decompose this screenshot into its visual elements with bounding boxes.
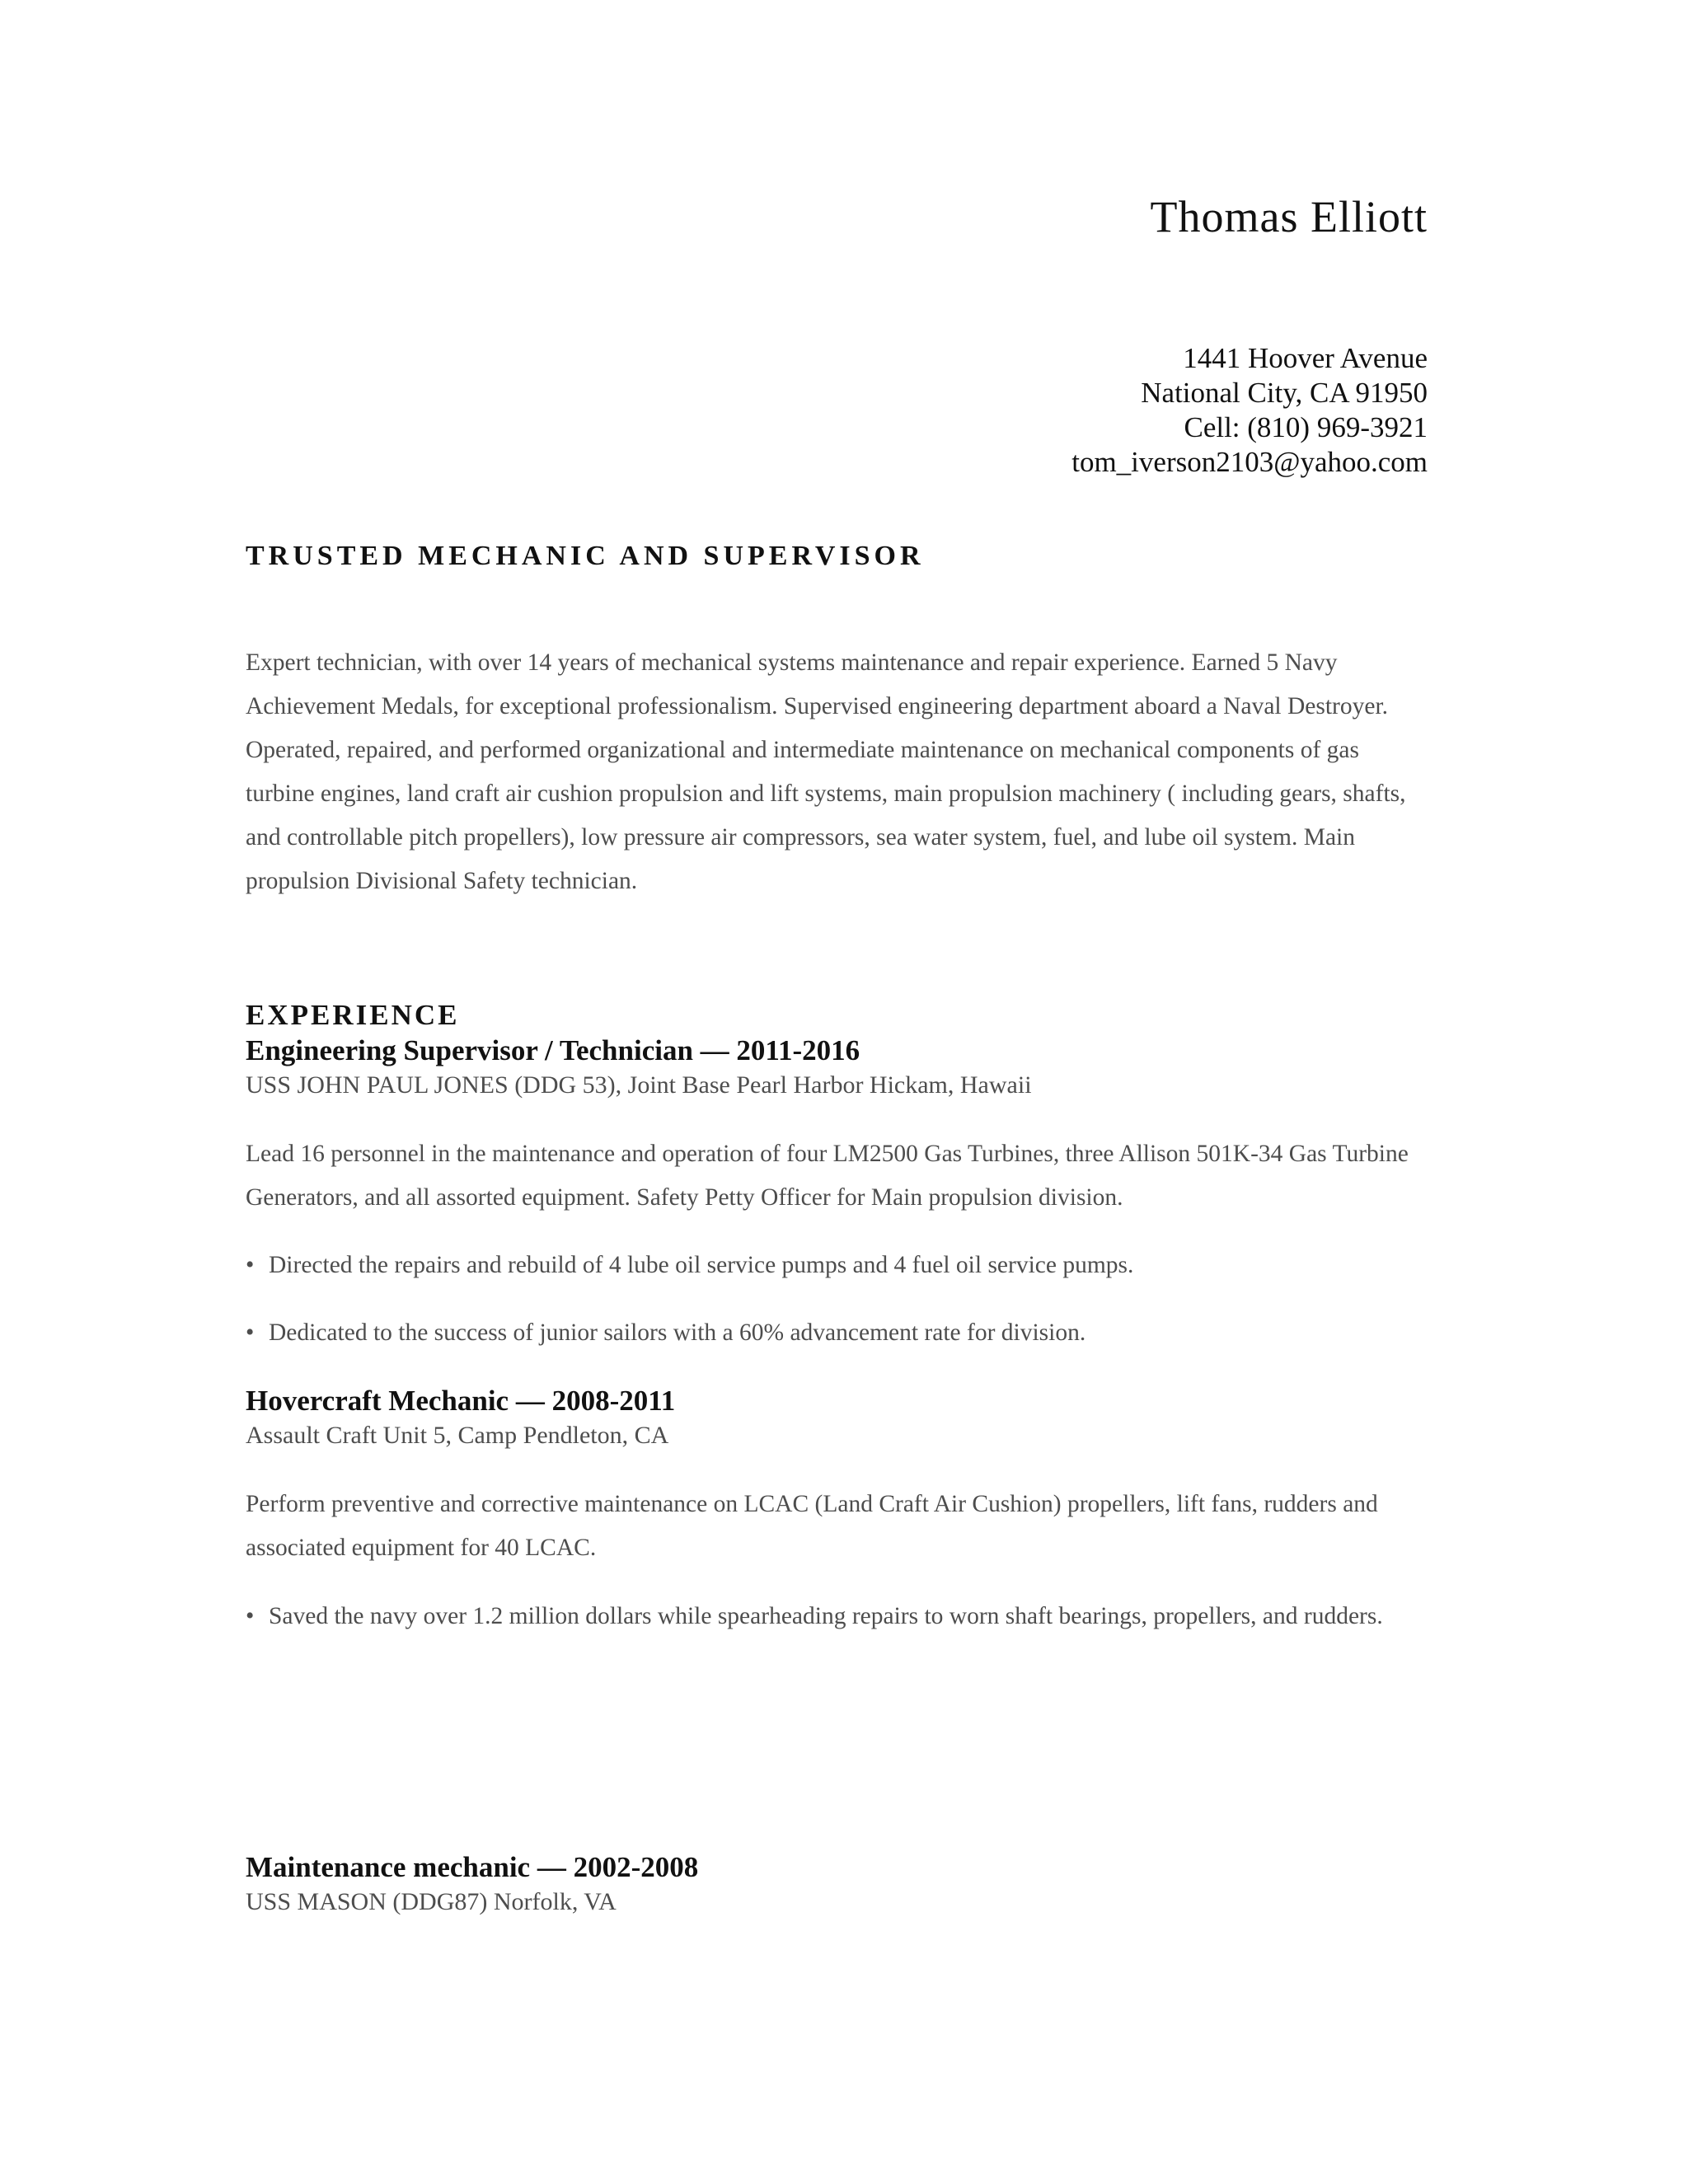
job-title: Hovercraft Mechanic — 2008-2011 [246, 1385, 676, 1417]
achievement-bullet [246, 1244, 1432, 1287]
bullet-text: Directed the repairs and rebuild of 4 lube oil service pumps and 4 fuel oil service pumps. [269, 1252, 1134, 1278]
job-title: Maintenance mechanic — 2002-2008 [246, 1851, 699, 1883]
job-location: USS MASON (DDG87) Norfolk, VA [246, 1888, 617, 1915]
bullet-text: Dedicated to the success of junior sailors with a 60% advancement rate for division. [269, 1319, 1086, 1346]
job-description: Perform preventive and corrective maintenance on LCAC (Land Craft Air Cushion) propellers, lift fans, rudders and associated equipment for 40 LCAC. [246, 1491, 1378, 1561]
job-location: Assault Craft Unit 5, Camp Pendleton, CA [246, 1422, 669, 1449]
achievement-bullet [246, 1311, 1432, 1355]
job-title: Engineering Supervisor / Technician — 2011-2016 [246, 1034, 860, 1066]
address-line-2: National City, CA 91950 [1141, 377, 1428, 409]
address-line-1: 1441 Hoover Avenue [1183, 342, 1428, 374]
bullet-marker: • [246, 1252, 255, 1278]
bullet-marker: • [246, 1319, 255, 1346]
contact-block [1071, 341, 1428, 480]
job-description: Lead 16 personnel in the maintenance and operation of four LM2500 Gas Turbines, three Allison 501K-34 Gas Turbine Generators, and all assorted equipment. Safety Petty Officer for Main propulsion division. [246, 1141, 1409, 1211]
bullet-marker: • [246, 1603, 255, 1629]
phone-number: Cell: (810) 969-3921 [1184, 411, 1428, 443]
achievement-bullet [246, 1595, 1432, 1638]
objective-heading: TRUSTED MECHANIC AND SUPERVISOR [246, 541, 925, 571]
email-address: tom_iverson2103@yahoo.com [1071, 446, 1428, 478]
bullet-text: Saved the navy over 1.2 million dollars while spearheading repairs to worn shaft bearings, propellers, and rudders. [269, 1603, 1383, 1629]
candidate-name: Thomas Elliott [1150, 192, 1428, 241]
job-location: USS JOHN PAUL JONES (DDG 53), Joint Base Pearl Harbor Hickam, Hawaii [246, 1071, 1032, 1099]
experience-heading: EXPERIENCE [246, 999, 460, 1031]
summary-paragraph: Expert technician, with over 14 years of mechanical systems maintenance and repair experience. Earned 5 Navy Achievement Medals, for exceptional professionalism. Supervised engineering department aboard a Naval Destroyer. Operated, repaired, and performed organizational and intermediate maintenance on mechanical components of gas turbine engines, land craft air cushion propulsion and lift systems, main propulsion machinery ( including gears, shafts, and controllable pitch propellers), low pressure air compressors, sea water system, fuel, and lube oil system. Main propulsion Divisional Safety technician. [246, 649, 1406, 894]
